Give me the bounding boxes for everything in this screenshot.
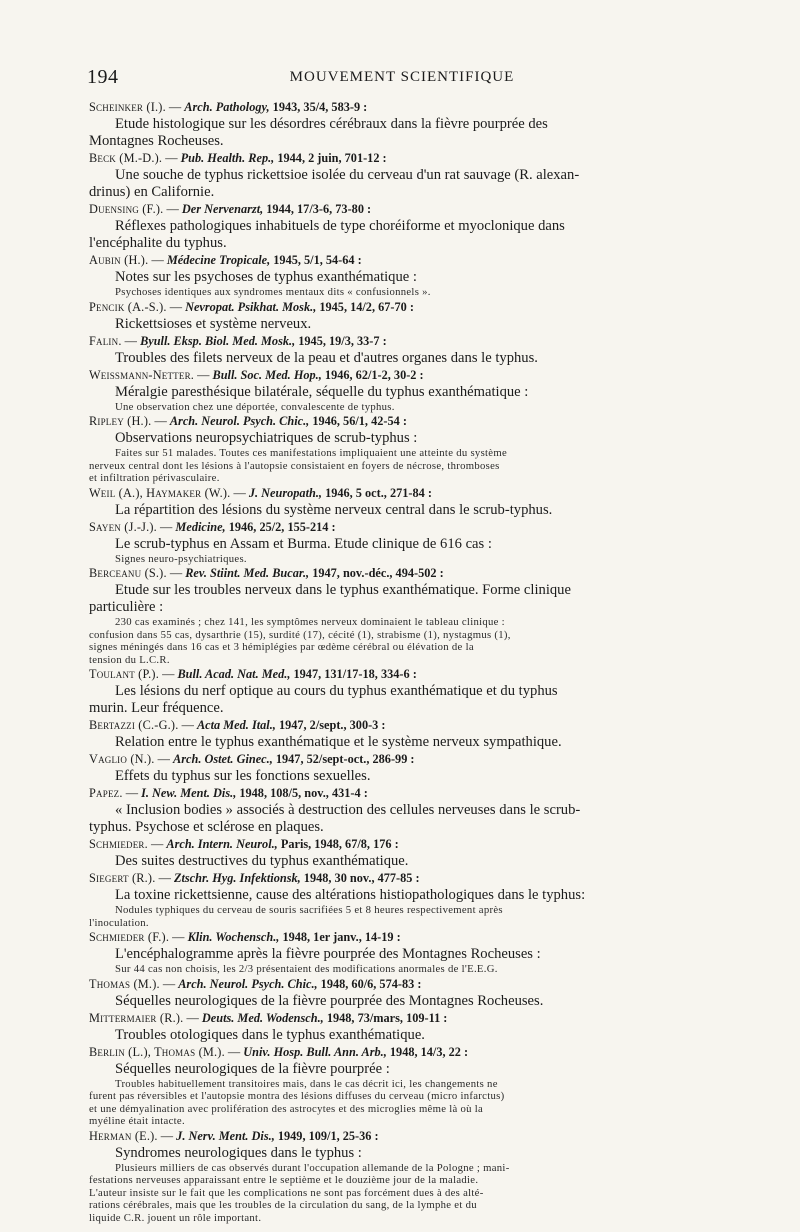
entry-details: Paris, 1948, 67/8, 176 : (280, 837, 399, 851)
entry-author: Weissmann-Netter. (89, 367, 195, 382)
entry-title (89, 768, 709, 785)
entry-title (89, 116, 709, 150)
bibliography-entry (89, 1128, 709, 1225)
entry-title (89, 269, 709, 286)
bibliography-list (89, 99, 709, 1224)
entry-note (89, 1162, 709, 1225)
entry-details: 1948, 14/3, 22 : (389, 1044, 469, 1059)
citation-line: Ripley (H.). — Arch. Neurol. Psych. Chic., 1946, 56/1, 42-54 : (89, 414, 407, 428)
bibliography-entry (89, 413, 709, 485)
citation-line: Weil (A.), Haymaker (W.). — J. Neuropath., 1946, 5 oct., 271-84 : (89, 485, 432, 500)
entry-title-line: Séquelles neurologiques de la fièvre pourprée des Montagnes Rocheuses. (115, 992, 544, 1009)
entry-title-line: Relation entre le typhus exanthématique et le système nerveux sympathique. (115, 734, 562, 750)
entry-author: Schmieder (F.). (89, 930, 170, 944)
entry-note-line: myéline était intacte. (89, 1115, 185, 1127)
entry-author: Toulant (P.). (89, 667, 159, 681)
entry-details: 1949, 109/1, 25-36 : (277, 1128, 379, 1143)
entry-note-line: confusion dans 55 cas, dysarthrie (15), surdité (17), cécité (1), strabisme (1), nystagmus (1), (89, 628, 511, 641)
entry-details: 1946, 25/2, 155-214 : (228, 519, 336, 534)
entry-title-line: Séquelles neurologiques de la fièvre pourprée : (115, 1060, 390, 1077)
bibliography-entry (89, 201, 709, 252)
citation-line: Thomas (M.). — Arch. Neurol. Psych. Chic., 1948, 60/6, 574-83 : (89, 976, 422, 991)
page-header (87, 66, 717, 90)
entry-note-line: Sur 44 cas non choisis, les 2/3 présentaient des modifications anormales de l'E.E.G. (115, 963, 498, 975)
entry-journal: Arch. Ostet. Ginec., (173, 752, 273, 766)
entry-title-line: Effets du typhus sur les fonctions sexuelles. (115, 768, 371, 784)
citation-line: Schmieder (F.). — Klin. Wochensch., 1948, 1er janv., 14-19 : (89, 930, 401, 944)
entry-journal: J. Neuropath., (248, 485, 322, 500)
citation-line: Aubin (H.). — Médecine Tropicale, 1945, 5/1, 54-64 : (89, 253, 362, 267)
entry-details: 1946, 56/1, 42-54 : (312, 414, 407, 428)
entry-title-line: La répartition des lésions du système nerveux central dans le scrub-typhus. (115, 501, 553, 518)
entry-author: Berceanu (S.). (89, 566, 167, 580)
bibliography-entry (89, 929, 709, 976)
entry-note (89, 447, 709, 485)
entry-title (89, 802, 709, 836)
entry-title (89, 350, 709, 367)
entry-details: 1948, 30 nov., 477-85 : (303, 871, 420, 885)
entry-title (89, 167, 709, 201)
entry-note-line: signes méningés dans 16 cas et 3 hémiplégies par œdème cérébral ou élévation de la (89, 641, 474, 653)
entry-note-line: Nodules typhiques du cerveau de souris sacrifiées 5 et 8 heures respectivement après (115, 904, 503, 916)
bibliography-entry (89, 1044, 709, 1128)
bibliography-entry (89, 367, 709, 414)
entry-title-line: Méralgie paresthésique bilatérale, séquelle du typhus exanthématique : (115, 383, 529, 400)
entry-journal: Ztschr. Hyg. Infektionsk, (173, 871, 301, 885)
entry-title-line: Les lésions du nerf optique au cours du typhus exanthématique et du typhus (115, 683, 558, 699)
entry-author: Pencik (A.-S.). (89, 299, 167, 314)
entry-title-line: Etude sur les troubles nerveux dans le typhus exanthématique. Forme clinique (115, 582, 571, 598)
entry-note-line: liquide C.R. jouent un rôle important. (89, 1211, 262, 1224)
citation-line: Weissmann-Netter. — Bull. Soc. Med. Hop., 1946, 62/1-2, 30-2 : (89, 367, 424, 382)
bibliography-entry (89, 333, 709, 367)
running-title: MOUVEMENT SCIENTIFIQUE (289, 69, 515, 85)
entry-details: 1944, 2 juin, 701-12 : (277, 151, 387, 165)
entry-note (89, 553, 709, 566)
bibliography-entry (89, 519, 709, 566)
entry-note-line: furent pas réversibles et l'autopsie montra des lésions diffuses du cerveau (micro infarctus) (89, 1090, 505, 1102)
entry-author: Scheinker (I.). (89, 100, 166, 114)
entry-note (89, 286, 709, 299)
entry-note (89, 963, 709, 976)
entry-author: Herman (E.). (89, 1128, 158, 1143)
entry-note-line: Troubles habituellement transitoires mais, dans le cas décrit ici, les changements ne (115, 1077, 498, 1090)
entry-title-line: Notes sur les psychoses de typhus exanthématique : (115, 269, 417, 285)
entry-title-line: Des suites destructives du typhus exanthématique. (115, 853, 409, 869)
entry-journal: Deuts. Med. Wodensch., (201, 1010, 324, 1025)
entry-author: Schmieder. (89, 837, 148, 851)
entry-details: 1946, 62/1-2, 30-2 : (324, 367, 424, 382)
citation-line: Berlin (L.), Thomas (M.). — Univ. Hosp. Bull. Ann. Arb., 1948, 14/3, 22 : (89, 1044, 469, 1059)
citation-line: Papez. — I. New. Ment. Dis., 1948, 108/5, nov., 431-4 : (89, 786, 368, 800)
entry-note-line: Signes neuro-psychiatriques. (115, 552, 247, 565)
entry-note-line: rations cérébrales, mais que les troubles de la circulation du sang, de la lymphe et du (89, 1199, 477, 1211)
entry-journal: Arch. Neurol. Psych. Chic., (169, 414, 310, 428)
entry-details: 1946, 5 oct., 271-84 : (325, 485, 432, 500)
entry-journal: Acta Med. Ital., (196, 718, 276, 732)
entry-journal: Rev. Stiint. Med. Bucar., (185, 566, 310, 580)
entry-details: 1947, 131/17-18, 334-6 : (293, 667, 417, 681)
entry-journal: Nevropat. Psikhat. Mosk., (185, 299, 317, 314)
entry-details: 1948, 60/6, 574-83 : (320, 976, 422, 991)
entry-title (89, 502, 709, 519)
entry-title-line: Troubles otologiques dans le typhus exanthématique. (115, 1026, 425, 1043)
entry-journal: Pub. Health. Rep., (180, 151, 275, 165)
entry-author: Aubin (H.). (89, 253, 149, 267)
bibliography-entry (89, 485, 709, 519)
entry-note-line: et infiltration périvasculaire. (89, 472, 220, 484)
entry-details: 1945, 19/3, 33-7 : (298, 333, 387, 348)
entry-journal: Arch. Intern. Neurol., (166, 837, 278, 851)
entry-journal: Arch. Pathology, (184, 100, 270, 114)
entry-title (89, 316, 709, 333)
entry-title (89, 1061, 709, 1078)
bibliography-entry (89, 836, 709, 870)
entry-note-line: et une démyalination avec prolifération des astrocytes et des microglies même là où la (89, 1102, 484, 1115)
bibliography-entry (89, 150, 709, 201)
bibliography-entry (89, 666, 709, 717)
bibliography-entry (89, 976, 709, 1010)
entry-details: 1947, 52/sept-oct., 286-99 : (275, 752, 415, 766)
entry-title-line: typhus. Psychose et sclérose en plaques. (89, 819, 324, 835)
citation-line: Bertazzi (C.-G.). — Acta Med. Ital., 1947, 2/sept., 300-3 : (89, 718, 386, 732)
entry-details: 1945, 5/1, 54-64 : (273, 253, 362, 267)
bibliography-entry (89, 717, 709, 751)
entry-author: Falin. (89, 333, 122, 348)
bibliography-entry (89, 252, 709, 299)
citation-line: Berceanu (S.). — Rev. Stiint. Med. Bucar., 1947, nov.-déc., 494-502 : (89, 566, 444, 580)
citation-line: Herman (E.). — J. Nerv. Ment. Dis., 1949, 109/1, 25-36 : (89, 1128, 379, 1143)
entry-details: 1943, 35/4, 583-9 : (272, 100, 368, 114)
entry-note-line: L'auteur insiste sur le fait que les complications ne sont pas forcément dues à des alté- (89, 1186, 484, 1199)
page-number: 194 (87, 66, 119, 88)
entry-title-line: murin. Leur fréquence. (89, 700, 224, 716)
entry-author: Duensing (F.). (89, 202, 164, 216)
entry-details: 1948, 108/5, nov., 431-4 : (239, 786, 368, 800)
entry-author: Beck (M.-D.). (89, 151, 163, 165)
entry-title (89, 1145, 709, 1162)
entry-title (89, 536, 709, 553)
entry-title-line: Le scrub-typhus en Assam et Burma. Etude clinique de 616 cas : (115, 535, 492, 552)
citation-line: Toulant (P.). — Bull. Acad. Nat. Med., 1947, 131/17-18, 334-6 : (89, 667, 417, 681)
citation-line: Sayen (J.-J.). — Medicine, 1946, 25/2, 155-214 : (89, 519, 336, 534)
entry-journal: Univ. Hosp. Bull. Ann. Arb., (243, 1044, 387, 1059)
entry-title-line: Syndromes neurologiques dans le typhus : (115, 1144, 362, 1161)
entry-note-line: l'inoculation. (89, 916, 149, 929)
bibliography-entry (89, 785, 709, 836)
entry-note-line: tension du L.C.R. (89, 653, 170, 666)
citation-line: Scheinker (I.). — Arch. Pathology, 1943, 35/4, 583-9 : (89, 100, 368, 114)
entry-title (89, 946, 709, 963)
entry-title-line: Réflexes pathologiques inhabituels de type choréiforme et myoclonique dans (115, 218, 565, 234)
entry-journal: Arch. Neurol. Psych. Chic., (178, 976, 318, 991)
entry-journal: Klin. Wochensch., (187, 930, 280, 944)
bibliography-entry (89, 99, 709, 150)
entry-journal: Medicine, (175, 519, 226, 534)
entry-title-line: Troubles des filets nerveux de la peau et d'autres organes dans le typhus. (115, 349, 538, 366)
entry-details: 1947, nov.-déc., 494-502 : (312, 566, 444, 580)
entry-title-line: L'encéphalogramme après la fièvre pourprée des Montagnes Rocheuses : (115, 946, 541, 962)
entry-author: Ripley (H.). (89, 414, 152, 428)
citation-line: Beck (M.-D.). — Pub. Health. Rep., 1944, 2 juin, 701-12 : (89, 151, 387, 165)
entry-journal: Byull. Eksp. Biol. Med. Mosk., (140, 333, 296, 348)
entry-title-line: Observations neuropsychiatriques de scrub-typhus : (115, 430, 418, 446)
entry-details: 1948, 1er janv., 14-19 : (282, 930, 401, 944)
entry-title (89, 218, 709, 252)
entry-note (89, 904, 709, 929)
entry-note (89, 1078, 709, 1128)
entry-author: Vaglio (N.). (89, 752, 155, 766)
entry-note (89, 401, 709, 414)
entry-title-line: Une souche de typhus rickettsioe isolée du cerveau d'un rat sauvage (R. alexan- (115, 167, 580, 183)
entry-title (89, 1027, 709, 1044)
entry-note (89, 616, 709, 666)
entry-author: Mittermaier (R.). (89, 1010, 184, 1025)
entry-title-line: Montagnes Rocheuses. (89, 133, 224, 149)
entry-title-line: « Inclusion bodies » associés à destruction des cellules nerveuses dans le scrub- (115, 802, 581, 818)
entry-note-line: 230 cas examinés ; chez 141, les symptômes nerveux dominaient le tableau clinique : (115, 616, 505, 628)
entry-author: Siegert (R.). (89, 871, 156, 885)
entry-journal: Bull. Acad. Nat. Med., (177, 667, 291, 681)
entry-title (89, 582, 709, 616)
bibliography-entry (89, 299, 709, 333)
entry-author: Weil (A.), Haymaker (W.). (89, 485, 231, 500)
entry-title (89, 683, 709, 717)
citation-line: Duensing (F.). — Der Nervenarzt, 1944, 17/3-6, 73-80 : (89, 202, 372, 216)
entry-title (89, 853, 709, 870)
entry-details: 1945, 14/2, 67-70 : (319, 299, 414, 314)
entry-title (89, 734, 709, 751)
bibliography-entry (89, 1010, 709, 1044)
entry-title (89, 384, 709, 401)
entry-title-line: Rickettsioses et système nerveux. (115, 315, 312, 332)
entry-details: 1948, 73/mars, 109-11 : (326, 1010, 448, 1025)
entry-journal: I. New. Ment. Dis., (141, 786, 237, 800)
entry-details: 1947, 2/sept., 300-3 : (278, 718, 386, 732)
bibliography-entry (89, 870, 709, 929)
entry-title-line: Etude histologique sur les désordres cérébraux dans la fièvre pourprée des (115, 116, 548, 132)
bibliography-entry (89, 751, 709, 785)
entry-note-line: Faites sur 51 malades. Toutes ces manifestations impliquaient une atteinte du système (115, 447, 508, 459)
entry-details: 1944, 17/3-6, 73-80 : (266, 202, 372, 216)
entry-title-line: drinus) en Californie. (89, 184, 215, 200)
citation-line: Mittermaier (R.). — Deuts. Med. Wodensch., 1948, 73/mars, 109-11 : (89, 1010, 448, 1025)
entry-note-line: festations nerveuses apparaissant entre le septième et le douzième jour de la maladie. (89, 1174, 479, 1186)
entry-journal: Médecine Tropicale, (166, 253, 271, 267)
entry-title (89, 993, 709, 1010)
entry-journal: J. Nerv. Ment. Dis., (176, 1128, 275, 1143)
bibliography-entry (89, 565, 709, 666)
citation-line: Vaglio (N.). — Arch. Ostet. Ginec., 1947, 52/sept-oct., 286-99 : (89, 752, 415, 766)
entry-author: Sayen (J.-J.). (89, 519, 157, 534)
entry-journal: Bull. Soc. Med. Hop., (212, 367, 322, 382)
entry-note-line: nerveux central dont les lésions à l'autopsie consistaient en foyers de nécrose, thromboses (89, 459, 500, 472)
entry-author: Berlin (L.), Thomas (M.). (89, 1044, 225, 1059)
entry-title-line: La toxine rickettsienne, cause des altérations histiopathologiques dans le typhus: (115, 887, 586, 903)
entry-note-line: Plusieurs milliers de cas observés durant l'occupation allemande de la Pologne ; mani- (115, 1161, 510, 1174)
entry-journal: Der Nervenarzt, (181, 202, 264, 216)
entry-title (89, 430, 709, 447)
entry-title-line: l'encéphalite du typhus. (89, 235, 227, 251)
entry-author: Papez. (89, 786, 123, 800)
citation-line: Siegert (R.). — Ztschr. Hyg. Infektionsk, 1948, 30 nov., 477-85 : (89, 871, 420, 885)
citation-line: Falin. — Byull. Eksp. Biol. Med. Mosk., 1945, 19/3, 33-7 : (89, 333, 387, 348)
entry-note-line: Une observation chez une déportée, convalescente de typhus. (115, 400, 395, 413)
entry-note-line: Psychoses identiques aux syndromes mentaux dits « confusionnels ». (115, 286, 431, 298)
entry-author: Thomas (M.). (89, 976, 160, 991)
citation-line: Schmieder. — Arch. Intern. Neurol., Paris, 1948, 67/8, 176 : (89, 837, 399, 851)
entry-title-line: particulière : (89, 599, 164, 615)
entry-author: Bertazzi (C.-G.). (89, 718, 179, 732)
citation-line: Pencik (A.-S.). — Nevropat. Psikhat. Mosk., 1945, 14/2, 67-70 : (89, 299, 414, 314)
entry-title (89, 887, 709, 904)
